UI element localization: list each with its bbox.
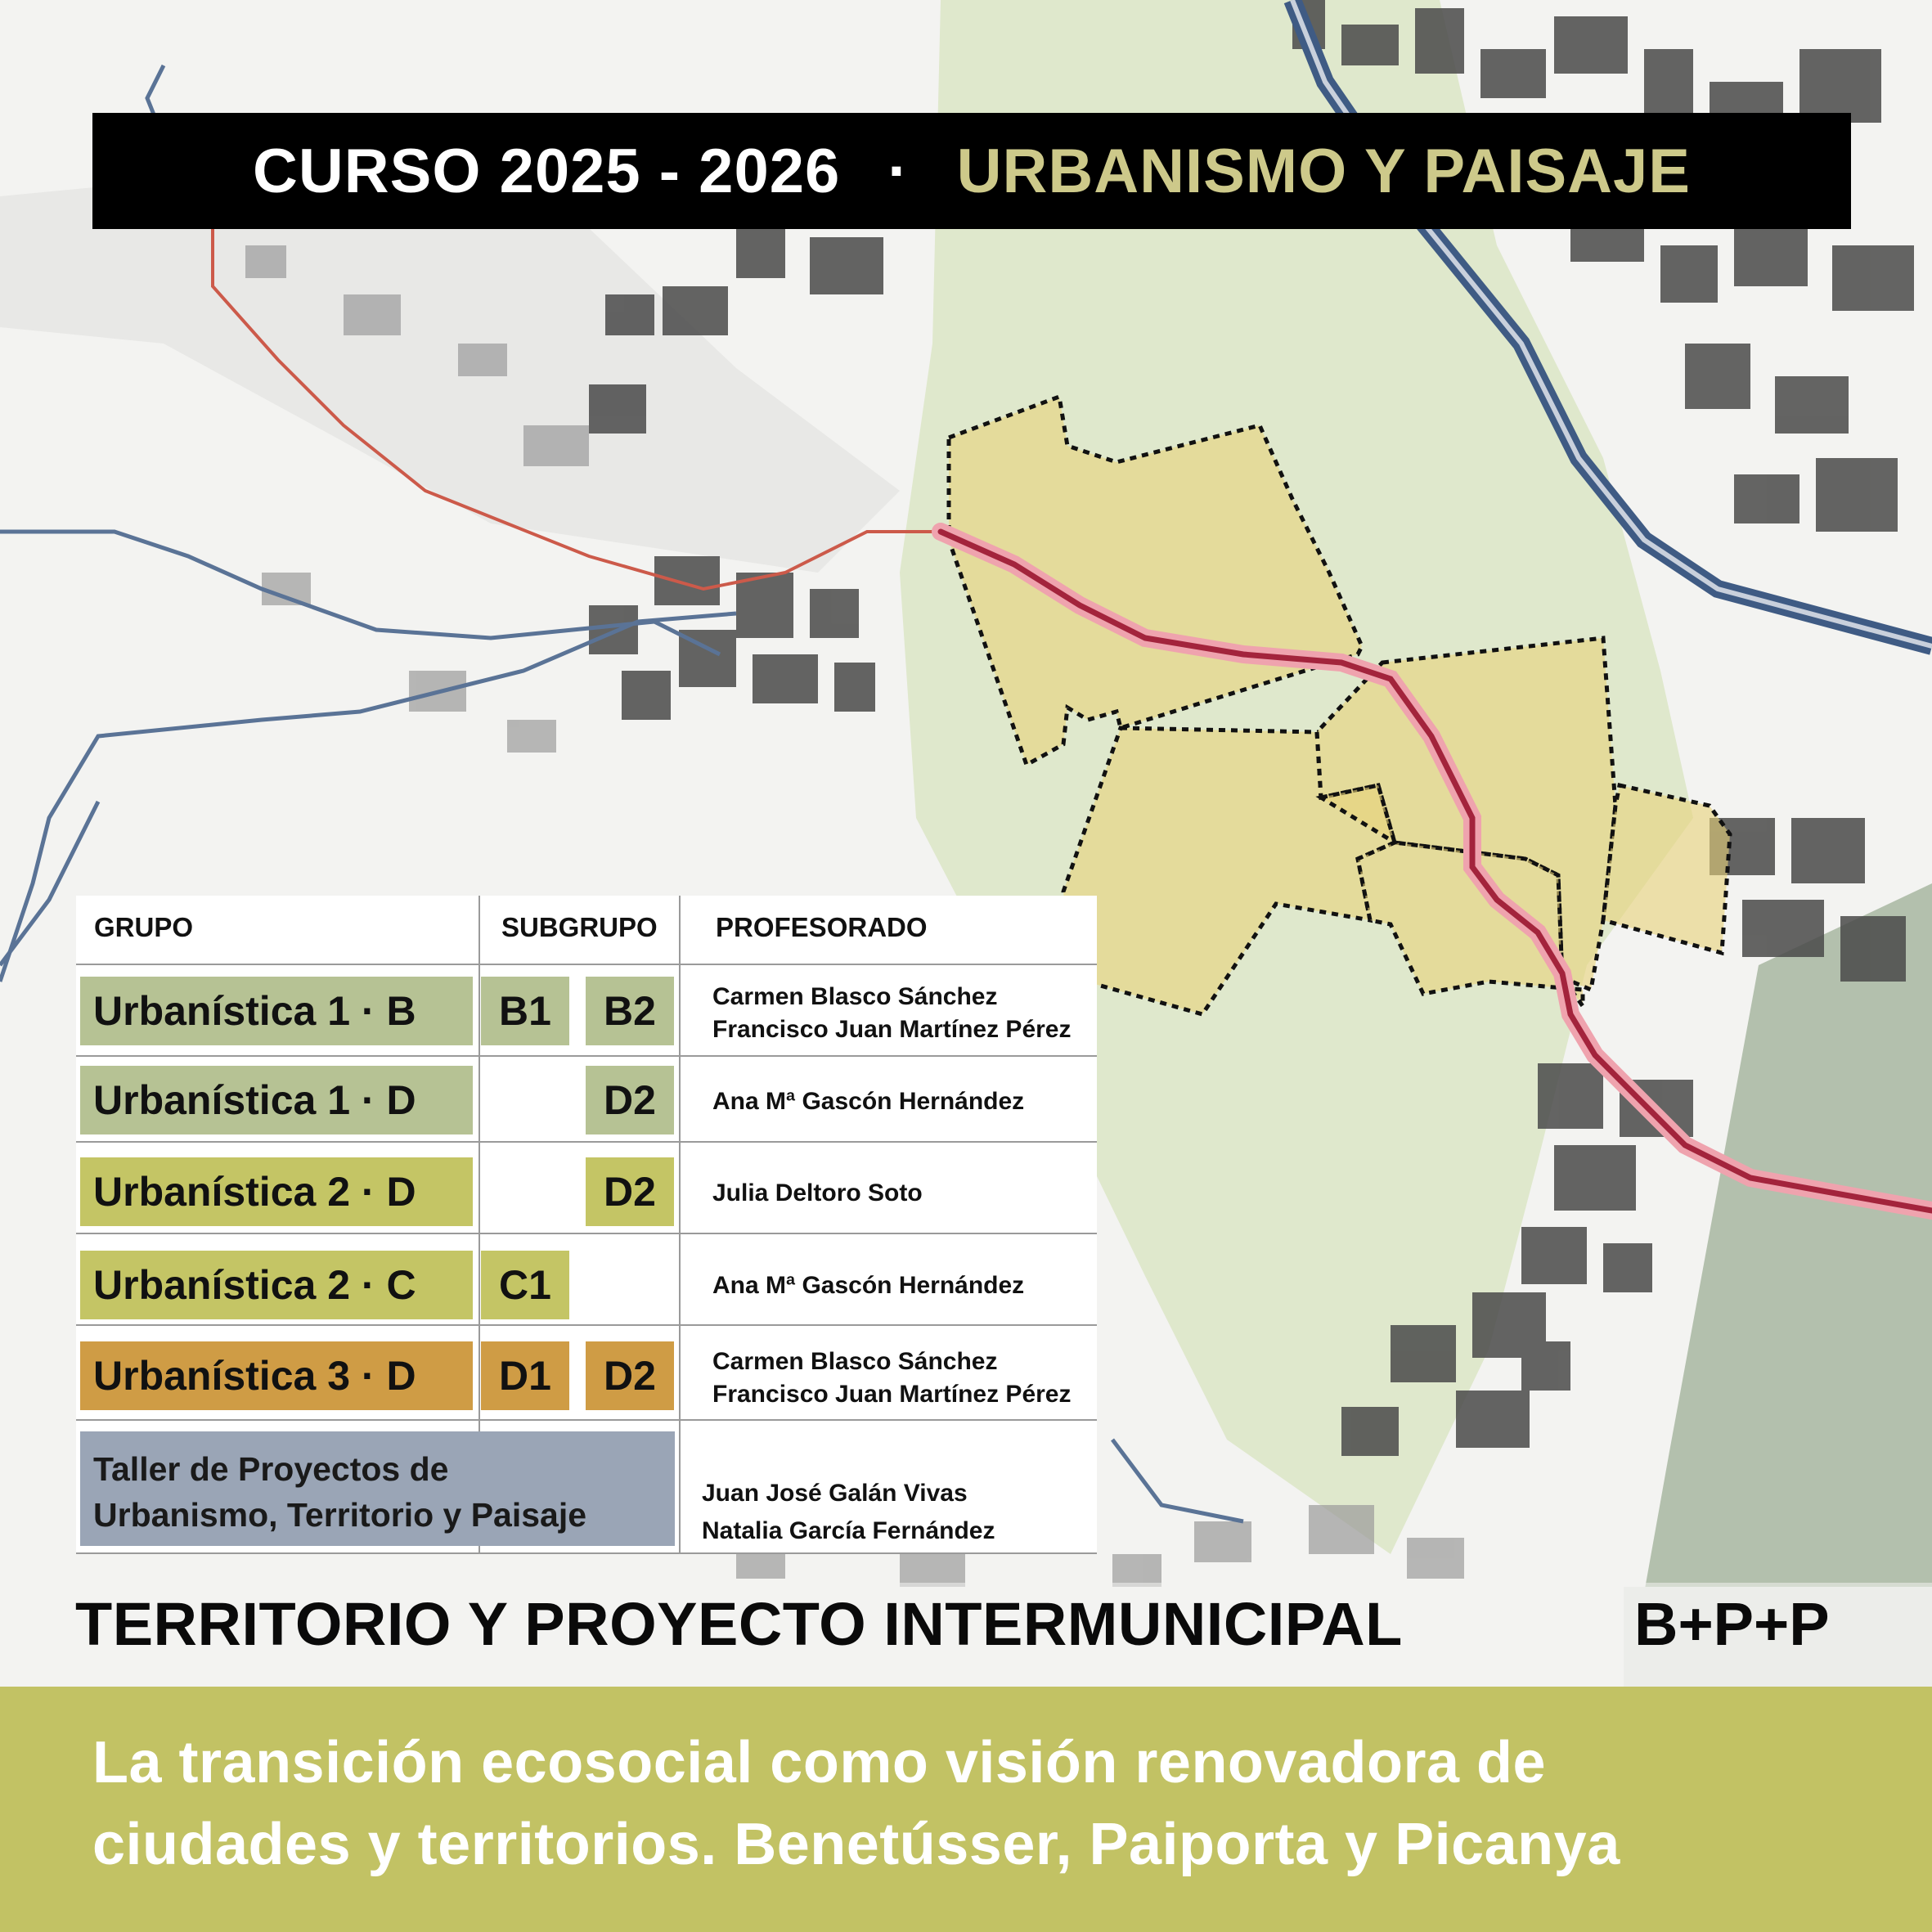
subgroup-d2: D2 — [586, 1157, 674, 1226]
footer-line-2: ciudades y territorios. Benetússer, Paiporta y Picanya — [92, 1812, 1620, 1877]
group-urbanistica-3d: Urbanística 3 · D — [80, 1341, 473, 1410]
group-urbanistica-2d: Urbanística 2 · D — [80, 1157, 473, 1226]
teachers-urbanistica-1d: Ana Mª Gascón Hernández — [712, 1088, 1025, 1115]
teachers-taller: Juan José Galán Vivas Natalia García Fernández — [702, 1480, 995, 1544]
course-title-bar — [92, 113, 1851, 229]
subgroup-b1: B1 — [481, 977, 569, 1045]
project-code: B+P+P — [1634, 1590, 1830, 1658]
group-urbanistica-1d: Urbanística 1 · D — [80, 1066, 473, 1134]
group-urbanistica-1b: Urbanística 1 · B — [80, 977, 473, 1045]
footer-band — [0, 1687, 1932, 1932]
header-subgroup: SUBGRUPO — [501, 912, 658, 942]
subgroup-d1: D1 — [481, 1341, 569, 1410]
teachers-urbanistica-2d: Julia Deltoro Soto — [712, 1179, 923, 1206]
teachers-urbanistica-2c: Ana Mª Gascón Hernández — [712, 1272, 1025, 1299]
subgroup-d2: D2 — [586, 1341, 674, 1410]
group-taller-proyectos: Taller de Proyectos de Urbanismo, Territorio y Paisaje — [80, 1431, 675, 1546]
header-teachers: PROFESORADO — [716, 912, 928, 942]
title-separator: · — [887, 136, 910, 206]
course-year: CURSO 2025 - 2026 — [253, 136, 841, 206]
project-title: TERRITORIO Y PROYECTO INTERMUNICIPAL — [75, 1590, 1403, 1658]
footer-line-1: La transición ecosocial como visión renovadora de — [92, 1730, 1547, 1795]
course-subject: URBANISMO Y PAISAJE — [956, 136, 1691, 206]
subgroup-c1: C1 — [481, 1251, 569, 1319]
table-divider — [679, 896, 681, 1554]
project-banner — [0, 1583, 1932, 1689]
header-group: GRUPO — [94, 912, 194, 942]
subgroup-d2: D2 — [586, 1066, 674, 1134]
groups-table — [76, 896, 1097, 1554]
teachers-urbanistica-1b: Carmen Blasco Sánchez Francisco Juan Martínez Pérez — [712, 983, 1072, 1043]
teachers-urbanistica-3d: Carmen Blasco Sánchez Francisco Juan Martínez Pérez — [712, 1348, 1072, 1408]
subgroup-b2: B2 — [586, 977, 674, 1045]
group-urbanistica-2c: Urbanística 2 · C — [80, 1251, 473, 1319]
